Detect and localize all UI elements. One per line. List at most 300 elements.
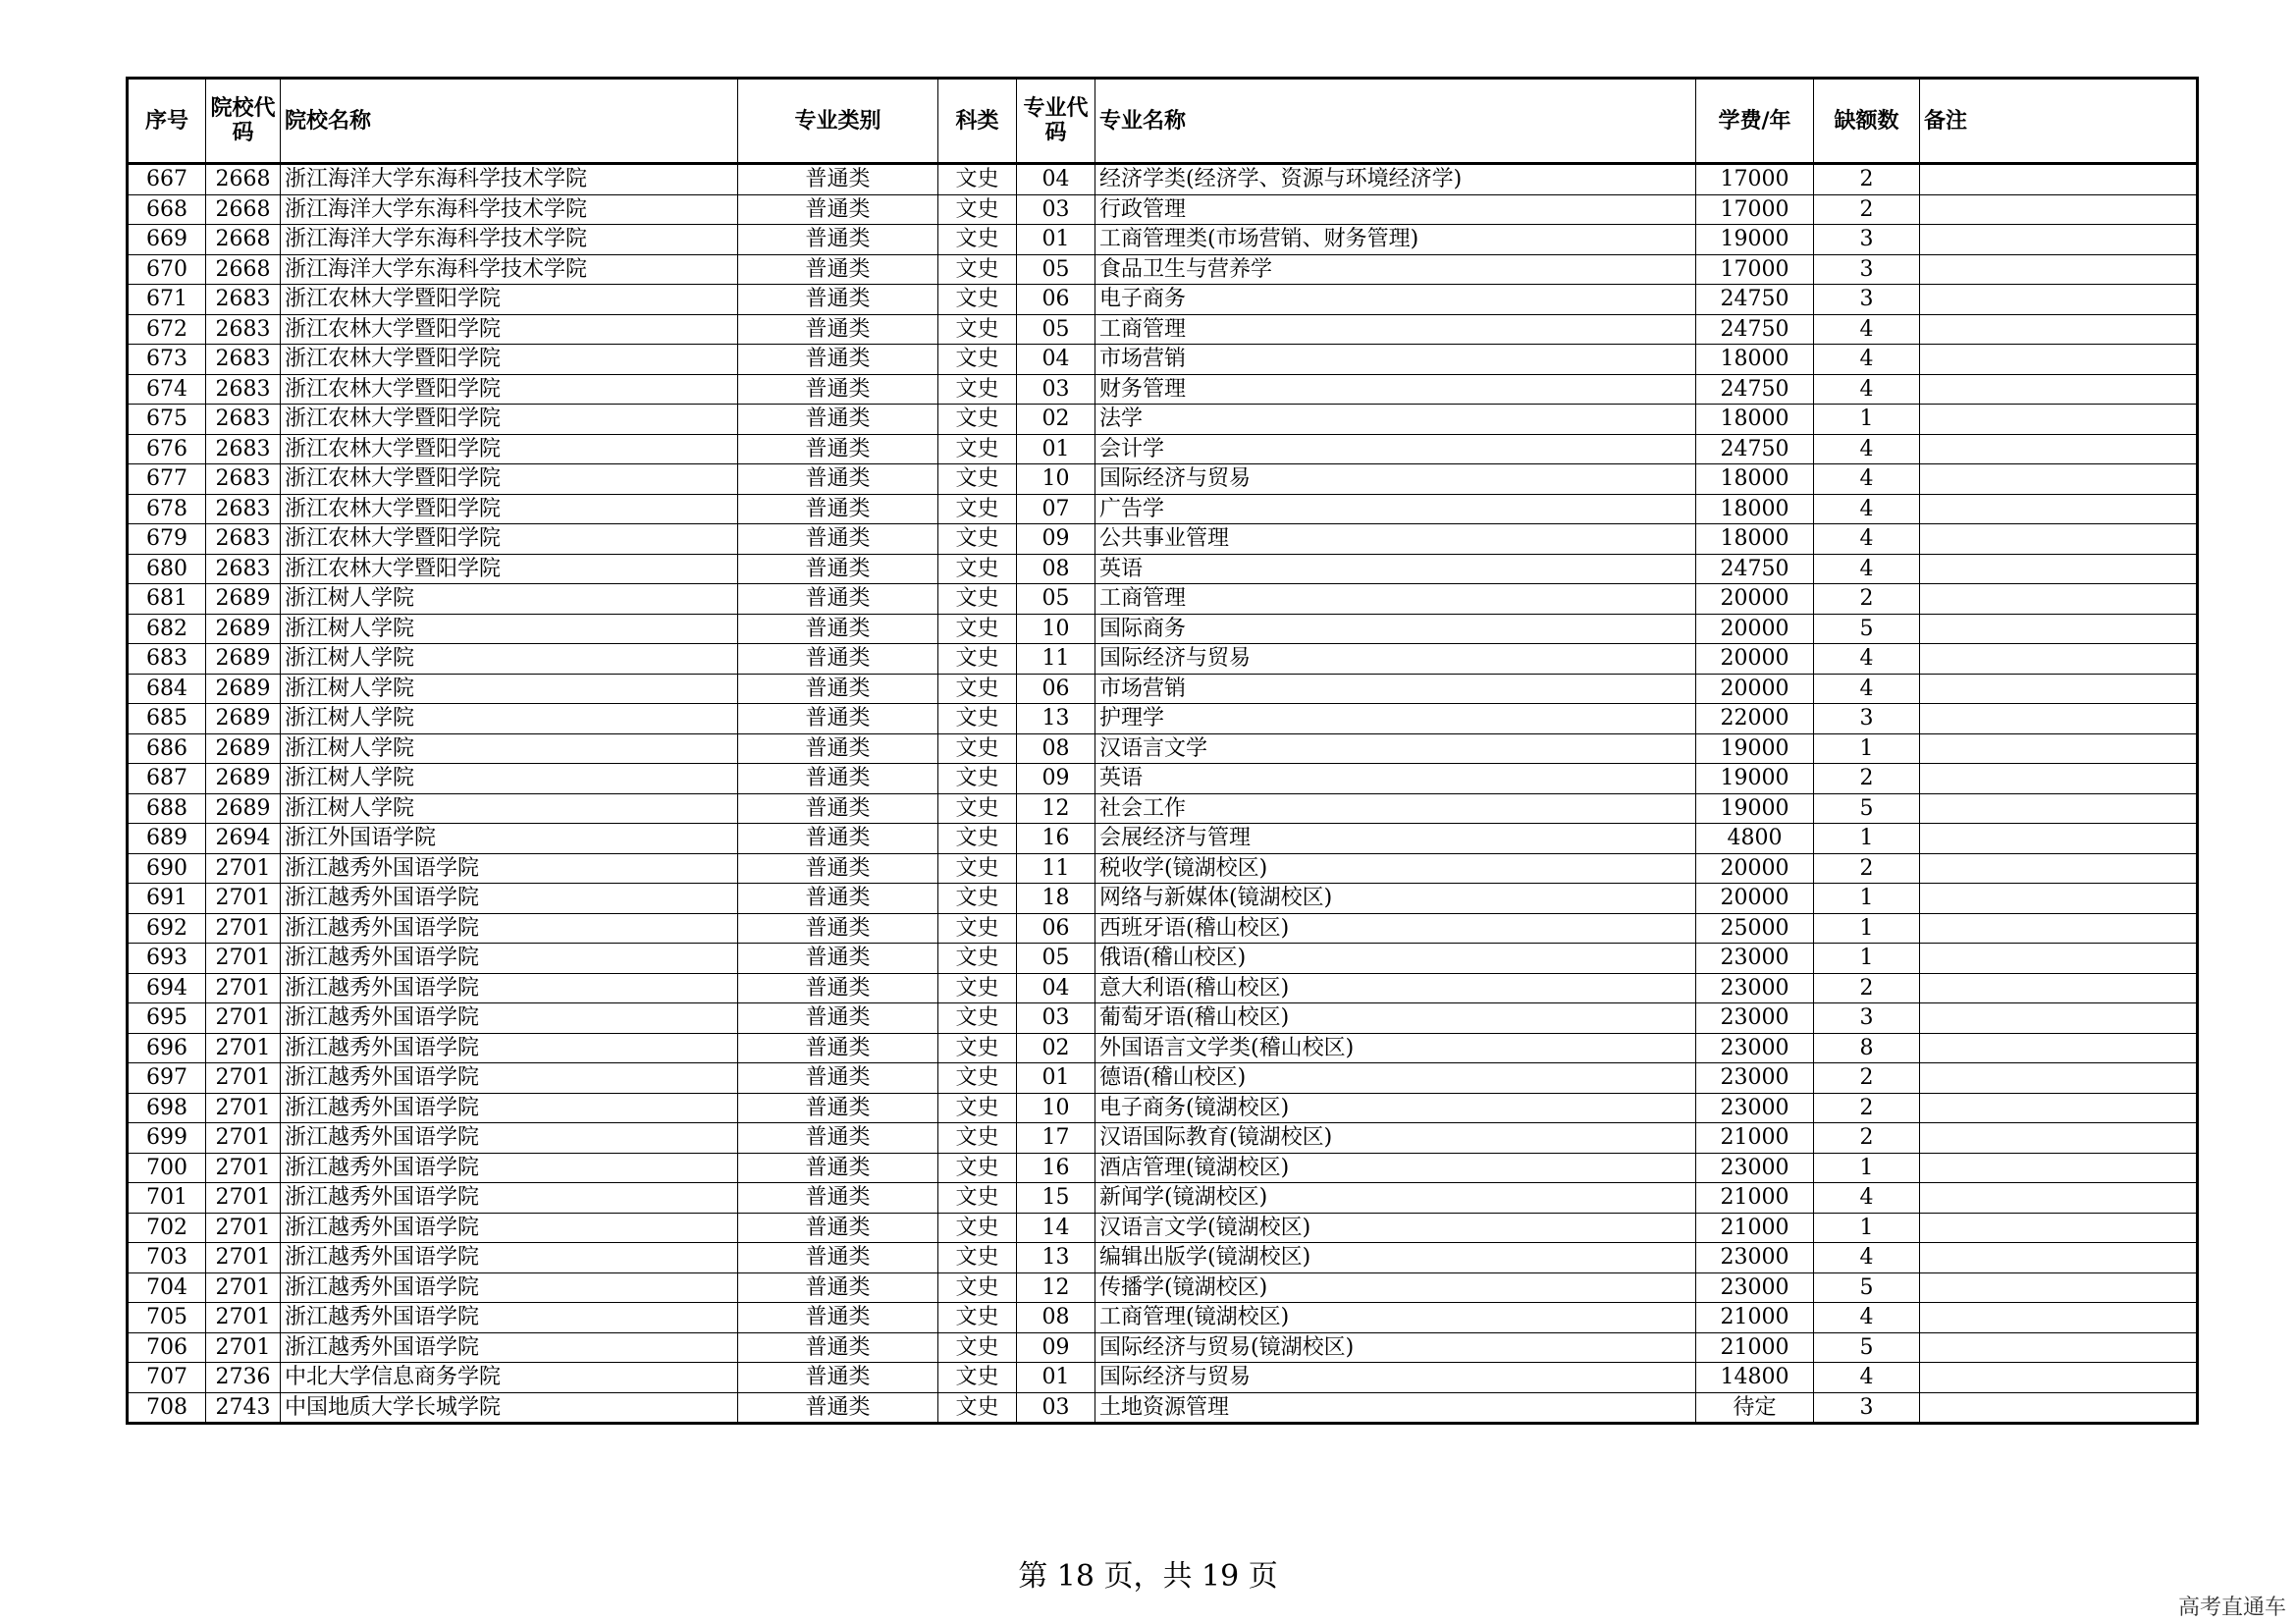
cell-seq: 695 bbox=[128, 1003, 206, 1034]
cell-major-name: 外国语言文学类(稽山校区) bbox=[1095, 1033, 1696, 1063]
cell-vacancies: 5 bbox=[1814, 1332, 1920, 1363]
table-row bbox=[128, 1123, 2198, 1154]
cell-major-name: 广告学 bbox=[1095, 494, 1696, 524]
table-row bbox=[128, 194, 2198, 225]
cell-remarks bbox=[1920, 614, 2198, 644]
cell-vacancies: 2 bbox=[1814, 1123, 1920, 1154]
cell-school-code: 2701 bbox=[206, 1063, 281, 1094]
cell-subject-type: 文史 bbox=[938, 764, 1017, 794]
cell-major-code: 03 bbox=[1017, 194, 1095, 225]
cell-major-code: 03 bbox=[1017, 1003, 1095, 1034]
cell-school-name: 浙江海洋大学东海科学技术学院 bbox=[281, 225, 738, 255]
cell-school-name: 浙江越秀外国语学院 bbox=[281, 1303, 738, 1333]
cell-vacancies: 2 bbox=[1814, 764, 1920, 794]
cell-major-code: 09 bbox=[1017, 764, 1095, 794]
cell-school-code: 2689 bbox=[206, 704, 281, 734]
cell-school-name: 中国地质大学长城学院 bbox=[281, 1392, 738, 1424]
cell-school-name: 浙江农林大学暨阳学院 bbox=[281, 314, 738, 345]
table-row bbox=[128, 1213, 2198, 1243]
cell-school-name: 浙江越秀外国语学院 bbox=[281, 1153, 738, 1183]
cell-tuition: 23000 bbox=[1696, 1003, 1814, 1034]
cell-major-name: 英语 bbox=[1095, 764, 1696, 794]
table-row bbox=[128, 1243, 2198, 1273]
cell-major-name: 会展经济与管理 bbox=[1095, 824, 1696, 854]
cell-major-name: 土地资源管理 bbox=[1095, 1392, 1696, 1424]
cell-tuition: 20000 bbox=[1696, 853, 1814, 884]
cell-seq: 682 bbox=[128, 614, 206, 644]
cell-major-name: 工商管理(镜湖校区) bbox=[1095, 1303, 1696, 1333]
cell-seq: 705 bbox=[128, 1303, 206, 1333]
cell-tuition: 24750 bbox=[1696, 434, 1814, 464]
cell-major-category: 普通类 bbox=[738, 1272, 938, 1303]
cell-major-code: 05 bbox=[1017, 584, 1095, 615]
cell-subject-type: 文史 bbox=[938, 254, 1017, 285]
cell-remarks bbox=[1920, 1272, 2198, 1303]
cell-major-category: 普通类 bbox=[738, 464, 938, 495]
cell-major-name: 法学 bbox=[1095, 405, 1696, 435]
cell-school-name: 浙江越秀外国语学院 bbox=[281, 913, 738, 944]
cell-seq: 693 bbox=[128, 944, 206, 974]
cell-school-code: 2683 bbox=[206, 314, 281, 345]
cell-school-name: 浙江树人学院 bbox=[281, 584, 738, 615]
cell-remarks bbox=[1920, 674, 2198, 704]
cell-major-category: 普通类 bbox=[738, 674, 938, 704]
cell-subject-type: 文史 bbox=[938, 674, 1017, 704]
cell-major-category: 普通类 bbox=[738, 254, 938, 285]
cell-subject-type: 文史 bbox=[938, 1003, 1017, 1034]
table-row bbox=[128, 1363, 2198, 1393]
cell-remarks bbox=[1920, 1332, 2198, 1363]
cell-major-category: 普通类 bbox=[738, 434, 938, 464]
cell-seq: 685 bbox=[128, 704, 206, 734]
cell-school-name: 浙江海洋大学东海科学技术学院 bbox=[281, 164, 738, 195]
cell-tuition: 4800 bbox=[1696, 824, 1814, 854]
cell-school-name: 浙江农林大学暨阳学院 bbox=[281, 434, 738, 464]
cell-vacancies: 3 bbox=[1814, 254, 1920, 285]
table-row bbox=[128, 1093, 2198, 1123]
cell-subject-type: 文史 bbox=[938, 285, 1017, 315]
cell-major-name: 经济学类(经济学、资源与环境经济学) bbox=[1095, 164, 1696, 195]
cell-remarks bbox=[1920, 164, 2198, 195]
cell-school-name: 浙江农林大学暨阳学院 bbox=[281, 285, 738, 315]
cell-major-name: 工商管理 bbox=[1095, 584, 1696, 615]
cell-remarks bbox=[1920, 285, 2198, 315]
header-school-name: 院校名称 bbox=[281, 79, 738, 164]
cell-tuition: 17000 bbox=[1696, 254, 1814, 285]
cell-school-code: 2683 bbox=[206, 434, 281, 464]
cell-remarks bbox=[1920, 434, 2198, 464]
cell-vacancies: 2 bbox=[1814, 973, 1920, 1003]
cell-major-code: 12 bbox=[1017, 1272, 1095, 1303]
cell-vacancies: 3 bbox=[1814, 225, 1920, 255]
cell-major-code: 05 bbox=[1017, 254, 1095, 285]
cell-major-code: 04 bbox=[1017, 164, 1095, 195]
cell-subject-type: 文史 bbox=[938, 793, 1017, 824]
cell-school-name: 浙江树人学院 bbox=[281, 704, 738, 734]
cell-vacancies: 4 bbox=[1814, 434, 1920, 464]
cell-subject-type: 文史 bbox=[938, 434, 1017, 464]
cell-seq: 689 bbox=[128, 824, 206, 854]
cell-seq: 683 bbox=[128, 644, 206, 675]
table-row bbox=[128, 733, 2198, 764]
cell-school-code: 2701 bbox=[206, 1243, 281, 1273]
table-row bbox=[128, 674, 2198, 704]
cell-tuition: 20000 bbox=[1696, 884, 1814, 914]
cell-major-code: 06 bbox=[1017, 674, 1095, 704]
cell-major-name: 意大利语(稽山校区) bbox=[1095, 973, 1696, 1003]
cell-major-name: 市场营销 bbox=[1095, 345, 1696, 375]
cell-school-code: 2683 bbox=[206, 405, 281, 435]
cell-tuition: 25000 bbox=[1696, 913, 1814, 944]
cell-major-name: 酒店管理(镜湖校区) bbox=[1095, 1153, 1696, 1183]
cell-remarks bbox=[1920, 584, 2198, 615]
cell-school-code: 2683 bbox=[206, 345, 281, 375]
table-row bbox=[128, 584, 2198, 615]
cell-school-name: 浙江农林大学暨阳学院 bbox=[281, 405, 738, 435]
cell-remarks bbox=[1920, 1363, 2198, 1393]
cell-school-code: 2689 bbox=[206, 764, 281, 794]
cell-school-code: 2668 bbox=[206, 194, 281, 225]
cell-vacancies: 1 bbox=[1814, 733, 1920, 764]
cell-school-code: 2689 bbox=[206, 584, 281, 615]
cell-major-code: 13 bbox=[1017, 1243, 1095, 1273]
cell-subject-type: 文史 bbox=[938, 494, 1017, 524]
cell-school-code: 2689 bbox=[206, 644, 281, 675]
cell-vacancies: 3 bbox=[1814, 704, 1920, 734]
cell-school-name: 浙江越秀外国语学院 bbox=[281, 1243, 738, 1273]
cell-school-name: 浙江树人学院 bbox=[281, 674, 738, 704]
cell-major-category: 普通类 bbox=[738, 614, 938, 644]
table-row bbox=[128, 1063, 2198, 1094]
watermark: 高考直通车 bbox=[2177, 1596, 2286, 1620]
cell-tuition: 21000 bbox=[1696, 1183, 1814, 1214]
cell-remarks bbox=[1920, 1123, 2198, 1154]
cell-remarks bbox=[1920, 944, 2198, 974]
cell-vacancies: 4 bbox=[1814, 554, 1920, 584]
cell-subject-type: 文史 bbox=[938, 374, 1017, 405]
cell-major-category: 普通类 bbox=[738, 1183, 938, 1214]
cell-school-name: 浙江越秀外国语学院 bbox=[281, 1093, 738, 1123]
cell-major-category: 普通类 bbox=[738, 554, 938, 584]
cell-remarks bbox=[1920, 1093, 2198, 1123]
cell-seq: 694 bbox=[128, 973, 206, 1003]
cell-tuition: 23000 bbox=[1696, 944, 1814, 974]
cell-vacancies: 4 bbox=[1814, 1183, 1920, 1214]
cell-seq: 706 bbox=[128, 1332, 206, 1363]
cell-school-name: 浙江农林大学暨阳学院 bbox=[281, 464, 738, 495]
header-tuition: 学费/年 bbox=[1696, 79, 1814, 164]
cell-major-category: 普通类 bbox=[738, 1213, 938, 1243]
cell-major-name: 英语 bbox=[1095, 554, 1696, 584]
cell-seq: 707 bbox=[128, 1363, 206, 1393]
cell-remarks bbox=[1920, 1063, 2198, 1094]
cell-subject-type: 文史 bbox=[938, 524, 1017, 555]
cell-school-code: 2683 bbox=[206, 285, 281, 315]
cell-major-name: 汉语言文学(镜湖校区) bbox=[1095, 1213, 1696, 1243]
cell-major-category: 普通类 bbox=[738, 1392, 938, 1424]
cell-school-name: 浙江外国语学院 bbox=[281, 824, 738, 854]
cell-major-name: 国际经济与贸易 bbox=[1095, 1363, 1696, 1393]
cell-major-category: 普通类 bbox=[738, 494, 938, 524]
cell-subject-type: 文史 bbox=[938, 1272, 1017, 1303]
cell-school-name: 浙江越秀外国语学院 bbox=[281, 884, 738, 914]
cell-subject-type: 文史 bbox=[938, 1183, 1017, 1214]
cell-vacancies: 4 bbox=[1814, 314, 1920, 345]
table-row bbox=[128, 1183, 2198, 1214]
cell-major-name: 财务管理 bbox=[1095, 374, 1696, 405]
cell-major-code: 17 bbox=[1017, 1123, 1095, 1154]
cell-major-name: 工商管理类(市场营销、财务管理) bbox=[1095, 225, 1696, 255]
cell-major-category: 普通类 bbox=[738, 1063, 938, 1094]
cell-remarks bbox=[1920, 1003, 2198, 1034]
cell-school-name: 浙江越秀外国语学院 bbox=[281, 1272, 738, 1303]
cell-subject-type: 文史 bbox=[938, 314, 1017, 345]
cell-school-name: 浙江越秀外国语学院 bbox=[281, 944, 738, 974]
cell-remarks bbox=[1920, 314, 2198, 345]
cell-major-category: 普通类 bbox=[738, 913, 938, 944]
cell-subject-type: 文史 bbox=[938, 884, 1017, 914]
cell-remarks bbox=[1920, 704, 2198, 734]
table-row bbox=[128, 1003, 2198, 1034]
cell-tuition: 21000 bbox=[1696, 1332, 1814, 1363]
cell-school-code: 2701 bbox=[206, 853, 281, 884]
cell-major-name: 会计学 bbox=[1095, 434, 1696, 464]
cell-remarks bbox=[1920, 793, 2198, 824]
cell-tuition: 18000 bbox=[1696, 524, 1814, 555]
table-row bbox=[128, 1153, 2198, 1183]
header-major-code: 专业代码 bbox=[1017, 79, 1095, 164]
cell-tuition: 19000 bbox=[1696, 225, 1814, 255]
table-row bbox=[128, 644, 2198, 675]
table-row bbox=[128, 1033, 2198, 1063]
cell-school-code: 2683 bbox=[206, 464, 281, 495]
cell-school-name: 浙江树人学院 bbox=[281, 614, 738, 644]
cell-major-code: 16 bbox=[1017, 824, 1095, 854]
cell-seq: 673 bbox=[128, 345, 206, 375]
cell-remarks bbox=[1920, 1153, 2198, 1183]
cell-major-category: 普通类 bbox=[738, 1363, 938, 1393]
cell-major-code: 05 bbox=[1017, 314, 1095, 345]
cell-tuition: 14800 bbox=[1696, 1363, 1814, 1393]
cell-seq: 704 bbox=[128, 1272, 206, 1303]
cell-subject-type: 文史 bbox=[938, 1303, 1017, 1333]
cell-major-code: 11 bbox=[1017, 644, 1095, 675]
cell-school-code: 2701 bbox=[206, 1332, 281, 1363]
cell-major-code: 09 bbox=[1017, 524, 1095, 555]
cell-major-code: 03 bbox=[1017, 374, 1095, 405]
cell-remarks bbox=[1920, 254, 2198, 285]
cell-subject-type: 文史 bbox=[938, 1332, 1017, 1363]
cell-remarks bbox=[1920, 884, 2198, 914]
cell-seq: 702 bbox=[128, 1213, 206, 1243]
cell-tuition: 18000 bbox=[1696, 405, 1814, 435]
cell-tuition: 23000 bbox=[1696, 1153, 1814, 1183]
cell-vacancies: 5 bbox=[1814, 614, 1920, 644]
cell-subject-type: 文史 bbox=[938, 913, 1017, 944]
cell-school-code: 2683 bbox=[206, 374, 281, 405]
table-row bbox=[128, 913, 2198, 944]
cell-major-name: 俄语(稽山校区) bbox=[1095, 944, 1696, 974]
cell-major-name: 社会工作 bbox=[1095, 793, 1696, 824]
cell-tuition: 20000 bbox=[1696, 584, 1814, 615]
cell-major-code: 13 bbox=[1017, 704, 1095, 734]
cell-vacancies: 4 bbox=[1814, 374, 1920, 405]
cell-vacancies: 4 bbox=[1814, 464, 1920, 495]
cell-school-code: 2701 bbox=[206, 944, 281, 974]
cell-vacancies: 1 bbox=[1814, 1153, 1920, 1183]
cell-major-code: 15 bbox=[1017, 1183, 1095, 1214]
cell-major-category: 普通类 bbox=[738, 824, 938, 854]
cell-remarks bbox=[1920, 1243, 2198, 1273]
cell-school-name: 浙江树人学院 bbox=[281, 644, 738, 675]
cell-major-code: 05 bbox=[1017, 944, 1095, 974]
cell-remarks bbox=[1920, 1033, 2198, 1063]
cell-seq: 678 bbox=[128, 494, 206, 524]
cell-major-category: 普通类 bbox=[738, 944, 938, 974]
table-row bbox=[128, 793, 2198, 824]
cell-subject-type: 文史 bbox=[938, 194, 1017, 225]
table-row bbox=[128, 225, 2198, 255]
cell-major-code: 02 bbox=[1017, 405, 1095, 435]
cell-major-category: 普通类 bbox=[738, 1153, 938, 1183]
cell-remarks bbox=[1920, 225, 2198, 255]
cell-school-name: 浙江农林大学暨阳学院 bbox=[281, 494, 738, 524]
table-row bbox=[128, 434, 2198, 464]
header-vacancies: 缺额数 bbox=[1814, 79, 1920, 164]
cell-remarks bbox=[1920, 1183, 2198, 1214]
table-row bbox=[128, 494, 2198, 524]
cell-vacancies: 4 bbox=[1814, 524, 1920, 555]
cell-subject-type: 文史 bbox=[938, 733, 1017, 764]
cell-subject-type: 文史 bbox=[938, 554, 1017, 584]
table-row bbox=[128, 973, 2198, 1003]
cell-vacancies: 2 bbox=[1814, 584, 1920, 615]
cell-major-name: 国际经济与贸易 bbox=[1095, 644, 1696, 675]
table-row bbox=[128, 1392, 2198, 1424]
cell-subject-type: 文史 bbox=[938, 1213, 1017, 1243]
cell-seq: 690 bbox=[128, 853, 206, 884]
cell-vacancies: 2 bbox=[1814, 1093, 1920, 1123]
header-major-category: 专业类别 bbox=[738, 79, 938, 164]
cell-tuition: 24750 bbox=[1696, 285, 1814, 315]
header-subject-type: 科类 bbox=[938, 79, 1017, 164]
cell-major-code: 04 bbox=[1017, 345, 1095, 375]
table-row bbox=[128, 164, 2198, 195]
cell-subject-type: 文史 bbox=[938, 1033, 1017, 1063]
cell-major-category: 普通类 bbox=[738, 524, 938, 555]
table-row bbox=[128, 285, 2198, 315]
cell-major-code: 04 bbox=[1017, 973, 1095, 1003]
header-remarks: 备注 bbox=[1920, 79, 2198, 164]
cell-school-name: 浙江越秀外国语学院 bbox=[281, 1003, 738, 1034]
cell-seq: 684 bbox=[128, 674, 206, 704]
cell-subject-type: 文史 bbox=[938, 1153, 1017, 1183]
cell-major-code: 10 bbox=[1017, 1093, 1095, 1123]
cell-remarks bbox=[1920, 464, 2198, 495]
cell-major-name: 新闻学(镜湖校区) bbox=[1095, 1183, 1696, 1214]
cell-seq: 692 bbox=[128, 913, 206, 944]
cell-tuition: 23000 bbox=[1696, 973, 1814, 1003]
cell-major-code: 06 bbox=[1017, 285, 1095, 315]
cell-major-category: 普通类 bbox=[738, 374, 938, 405]
cell-school-name: 浙江农林大学暨阳学院 bbox=[281, 554, 738, 584]
table-row bbox=[128, 345, 2198, 375]
cell-school-code: 2701 bbox=[206, 1003, 281, 1034]
table-row bbox=[128, 254, 2198, 285]
cell-subject-type: 文史 bbox=[938, 1063, 1017, 1094]
cell-major-name: 电子商务(镜湖校区) bbox=[1095, 1093, 1696, 1123]
cell-school-name: 浙江越秀外国语学院 bbox=[281, 1063, 738, 1094]
cell-seq: 667 bbox=[128, 164, 206, 195]
cell-major-name: 市场营销 bbox=[1095, 674, 1696, 704]
cell-school-code: 2701 bbox=[206, 973, 281, 1003]
cell-major-name: 食品卫生与营养学 bbox=[1095, 254, 1696, 285]
cell-school-code: 2668 bbox=[206, 254, 281, 285]
cell-remarks bbox=[1920, 824, 2198, 854]
cell-vacancies: 3 bbox=[1814, 285, 1920, 315]
page-number: 第 18 页，共 19 页 bbox=[1018, 1559, 1278, 1594]
cell-major-code: 01 bbox=[1017, 1063, 1095, 1094]
cell-vacancies: 3 bbox=[1814, 1392, 1920, 1424]
cell-school-name: 浙江越秀外国语学院 bbox=[281, 1033, 738, 1063]
cell-major-code: 09 bbox=[1017, 1332, 1095, 1363]
cell-school-code: 2668 bbox=[206, 225, 281, 255]
cell-major-category: 普通类 bbox=[738, 764, 938, 794]
cell-major-name: 汉语国际教育(镜湖校区) bbox=[1095, 1123, 1696, 1154]
cell-school-name: 浙江越秀外国语学院 bbox=[281, 973, 738, 1003]
cell-tuition: 17000 bbox=[1696, 194, 1814, 225]
cell-school-code: 2689 bbox=[206, 793, 281, 824]
cell-school-name: 浙江树人学院 bbox=[281, 793, 738, 824]
cell-major-code: 12 bbox=[1017, 793, 1095, 824]
table-header-row bbox=[128, 79, 2198, 164]
cell-vacancies: 4 bbox=[1814, 1243, 1920, 1273]
cell-vacancies: 4 bbox=[1814, 674, 1920, 704]
cell-major-code: 10 bbox=[1017, 614, 1095, 644]
cell-subject-type: 文史 bbox=[938, 405, 1017, 435]
cell-seq: 675 bbox=[128, 405, 206, 435]
cell-major-category: 普通类 bbox=[738, 1093, 938, 1123]
cell-major-category: 普通类 bbox=[738, 1243, 938, 1273]
cell-seq: 676 bbox=[128, 434, 206, 464]
cell-seq: 674 bbox=[128, 374, 206, 405]
cell-major-code: 01 bbox=[1017, 225, 1095, 255]
cell-major-code: 06 bbox=[1017, 913, 1095, 944]
cell-major-category: 普通类 bbox=[738, 1033, 938, 1063]
cell-tuition: 23000 bbox=[1696, 1033, 1814, 1063]
table-row bbox=[128, 314, 2198, 345]
cell-vacancies: 1 bbox=[1814, 405, 1920, 435]
table-row bbox=[128, 704, 2198, 734]
cell-seq: 697 bbox=[128, 1063, 206, 1094]
cell-major-code: 03 bbox=[1017, 1392, 1095, 1424]
cell-remarks bbox=[1920, 733, 2198, 764]
cell-major-name: 西班牙语(稽山校区) bbox=[1095, 913, 1696, 944]
cell-major-category: 普通类 bbox=[738, 644, 938, 675]
cell-seq: 686 bbox=[128, 733, 206, 764]
cell-school-name: 浙江越秀外国语学院 bbox=[281, 853, 738, 884]
cell-major-code: 08 bbox=[1017, 554, 1095, 584]
cell-subject-type: 文史 bbox=[938, 1243, 1017, 1273]
cell-subject-type: 文史 bbox=[938, 1123, 1017, 1154]
cell-remarks bbox=[1920, 1392, 2198, 1424]
table-row bbox=[128, 853, 2198, 884]
table-row bbox=[128, 405, 2198, 435]
cell-school-code: 2683 bbox=[206, 494, 281, 524]
cell-subject-type: 文史 bbox=[938, 345, 1017, 375]
cell-school-code: 2683 bbox=[206, 554, 281, 584]
cell-major-code: 10 bbox=[1017, 464, 1095, 495]
